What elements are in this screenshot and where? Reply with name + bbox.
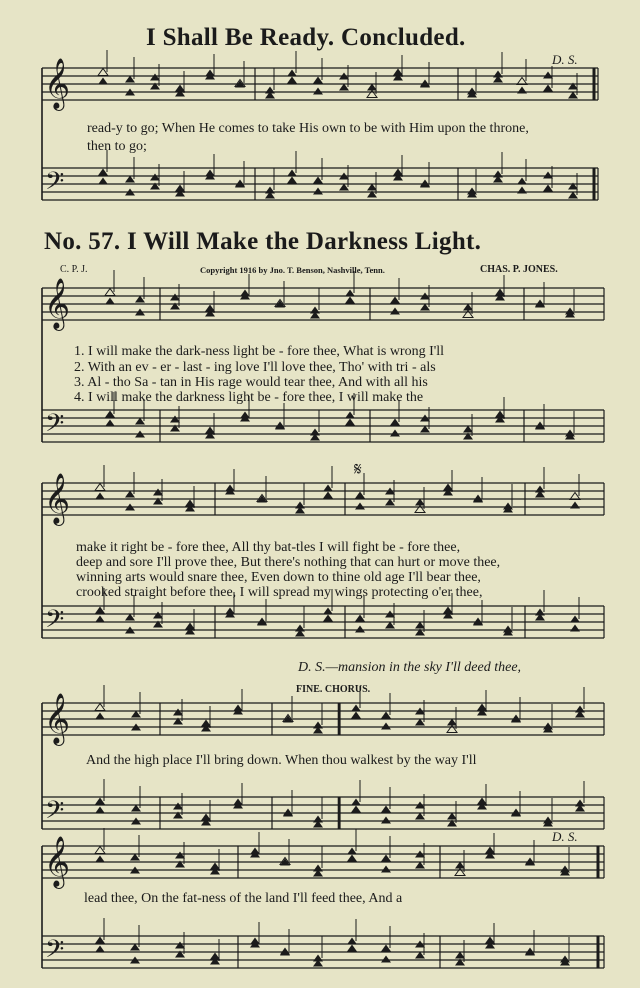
shape-note (313, 188, 323, 195)
shape-note (355, 503, 365, 510)
hymn-title-concluded: I Shall Be Ready. Concluded. (146, 24, 466, 51)
hymn-title: No. 57. I Will Make the Darkness Light. (44, 228, 482, 255)
shape-note (570, 625, 580, 632)
words-by: C. P. J. (60, 264, 88, 275)
bass-clef: 𝄢 (45, 605, 65, 640)
shape-note (287, 177, 297, 184)
shape-note (381, 817, 391, 824)
shape-note (323, 615, 333, 622)
lyric-verse-4: crooked straight before thee, I will spread my wings protecting o'er thee, (76, 585, 483, 600)
shape-note (381, 956, 391, 963)
shape-note (381, 723, 391, 730)
shape-note (313, 88, 323, 95)
shape-note (345, 419, 355, 426)
shape-note (287, 77, 297, 84)
lyric-line: read-y to go; When He comes to take His own to be with Him upon the throne, (87, 121, 529, 136)
shape-note (105, 298, 115, 305)
lyric-chorus: And the high place I'll bring down. When thou walkest by the way I'll (86, 753, 477, 768)
shape-note (347, 855, 357, 862)
lyric-verse-2: deep and sore I'll prove thee, But there's nothing that can hurt or move thee, (76, 555, 501, 570)
ds-instruction: D. S.—mansion in the sky I'll deed thee, (298, 660, 522, 675)
lyric-verse-1: 1. I will make the dark-ness light be - fore thee, What is wrong I'll (74, 344, 445, 359)
lyric-verse-1: make it right be - fore thee, All thy bat-tles I will fight be - fore thee, (76, 540, 461, 555)
treble-clef: 𝄞 (44, 58, 71, 109)
shape-note (95, 856, 105, 863)
shape-note (390, 430, 400, 437)
shape-note (323, 492, 333, 499)
lyric-line: then to go; (87, 139, 147, 154)
shape-note (351, 712, 361, 719)
shape-note (95, 713, 105, 720)
shape-note (351, 806, 361, 813)
shape-note (517, 87, 527, 94)
lyric-verse-4: 4. I will make the darkness light be - fore thee, I will make the (74, 390, 424, 405)
treble-clef: 𝄞 (44, 473, 71, 524)
bass-clef: 𝄢 (45, 935, 65, 970)
lyric-verse-3: 3. Al - tho Sa - tan in His rage would tear thee, And with all his (74, 375, 428, 390)
shape-note (390, 308, 400, 315)
bass-clef: 𝄢 (45, 167, 65, 202)
shape-note (570, 502, 580, 509)
lyric-verse-3: winning arts would snare thee, Even down to thine old age I'll bear thee, (76, 570, 481, 585)
shape-note (95, 946, 105, 953)
shape-note (95, 807, 105, 814)
shape-note (345, 297, 355, 304)
treble-clef: 𝄞 (44, 278, 71, 329)
composer: CHAS. P. JONES. (480, 264, 558, 275)
shape-note (347, 945, 357, 952)
ds-marker: D. S. (552, 52, 578, 67)
lyric-chorus: lead thee, On the fat-ness of the land I'll feed thee, And a (84, 891, 403, 906)
shape-note (355, 626, 365, 633)
shape-note (381, 866, 391, 873)
shape-note (105, 420, 115, 427)
shape-note (95, 616, 105, 623)
lyric-verse-2: 2. With an ev - er - last - ing love I'll love thee, Tho' with tri - als (74, 360, 436, 375)
treble-clef: 𝄞 (44, 693, 71, 744)
shape-note (95, 493, 105, 500)
shape-note (98, 78, 108, 85)
segno-icon: 𝄋 (354, 459, 362, 480)
fine-chorus-marker: FINE. CHORUS. (296, 684, 371, 695)
ds-marker: D. S. (552, 829, 578, 844)
copyright-notice: Copyright 1916 by Jno. T. Benson, Nashville, Tenn. (200, 265, 385, 275)
bass-clef: 𝄢 (45, 796, 65, 831)
bass-clef: 𝄢 (45, 409, 65, 444)
treble-clef: 𝄞 (44, 836, 71, 887)
shape-note (98, 178, 108, 185)
shape-note (517, 187, 527, 194)
